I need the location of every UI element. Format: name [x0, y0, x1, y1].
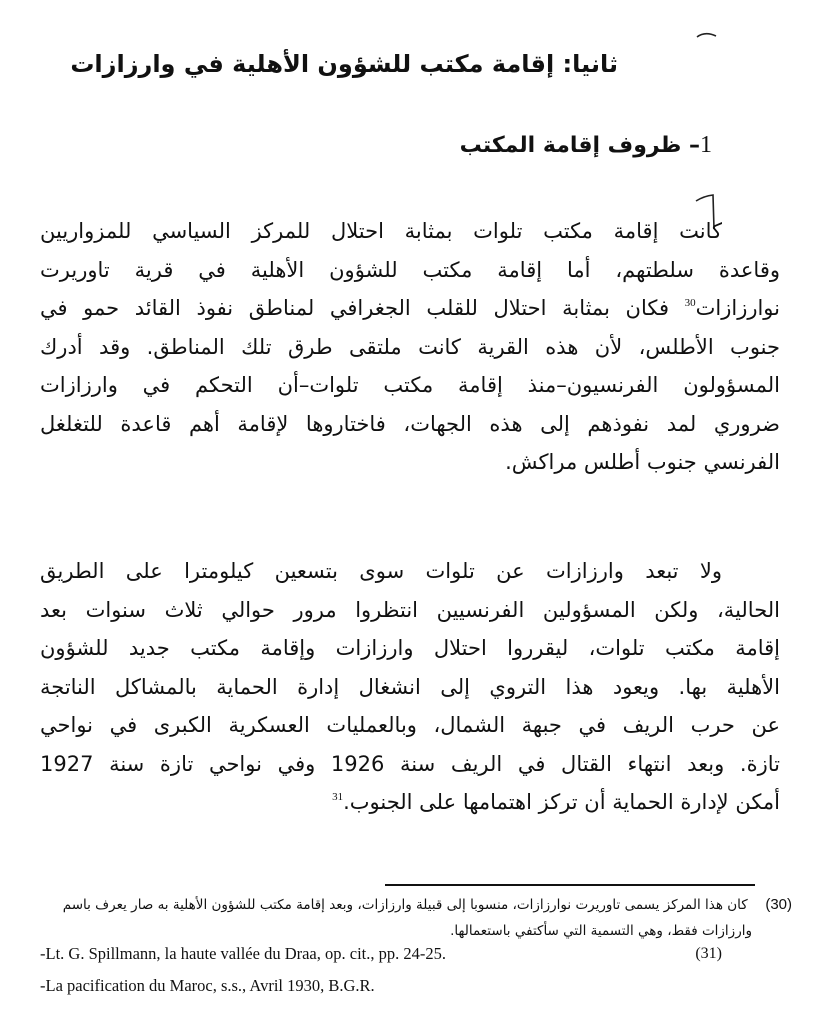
section-dash: – [689, 133, 700, 158]
line-text: أمكن لإدارة الحماية أن تركز اهتمامها على الجنوب. [343, 790, 780, 814]
footnote-31-continued [40, 970, 792, 1002]
paragraph-line: إقامة مكتب تلوات، ليقرروا احتلال وارزازات وإقامة مكتب جديد للشؤون [40, 636, 780, 660]
paragraph-line [40, 783, 780, 822]
paragraph-line: وقاعدة سلطتهم، أما إقامة مكتب للشؤون الأهلية في قرية تاوريرت [40, 257, 780, 282]
footnote-ref-30[interactable]: 30 [684, 297, 696, 309]
paragraph-line: الأهلية بها. ويعود هذا التروي إلى انشغال إدارة الحماية بالمشاكل الناتجة [40, 674, 780, 699]
footnote-30 [40, 892, 792, 944]
footnote-number: (30) [765, 896, 792, 913]
paragraph-line: ولا تبعد وارزازات عن تلوات سوى بتسعين كيلومترا على الطريق [40, 559, 722, 583]
footnote-line [40, 938, 792, 970]
footnote-31 [40, 938, 792, 970]
paragraph-line: الفرنسي جنوب أطلس مراكش. [505, 450, 780, 474]
footnote-line: -La pacification du Maroc, s.s., Avril 1930, B.G.R. [40, 976, 375, 995]
section-heading [312, 132, 712, 159]
paragraph-line: عن حرب الريف في جبهة الشمال، وبالعمليات العسكرية الكبرى في نواحي [40, 713, 780, 737]
paragraph-1 [40, 212, 780, 482]
line-text: فكان بمثابة احتلال للقلب الجغرافي لمناطق نفوذ القائد حمو في [40, 296, 685, 320]
page-title: ثانيا: إقامة مكتب للشؤون الأهلية في وارزازات [70, 50, 618, 78]
paragraph-line: جنوب الأطلس، لأن هذه القرية كانت ملتقى طرق تلك المناطق. وقد أدرك [40, 334, 780, 359]
paragraph-line: ضروري لمد نفوذهم إلى هذه الجهات، فاختاروها لإقامة أهم قاعدة للتغلغل [40, 411, 780, 436]
footnote-text: -Lt. G. Spillmann, la haute vallée du Draa, op. cit., pp. 24-25. [40, 944, 446, 963]
line-text: نوارزازات [695, 296, 780, 320]
paragraph-line: المسؤولون الفرنسيون–منذ إقامة مكتب تلوات–أن التحكم في وارزازات [40, 373, 780, 397]
footnote-text: كان هذا المركز يسمى تاوريرت نوارزازات، منسوبا إلى قبيلة وارزازات، وبعد إقامة مكتب للشؤون الأهلية به صار يعرف باسم [62, 897, 748, 913]
footnote-separator [385, 884, 755, 886]
section-heading-text: ظروف إقامة المكتب [459, 133, 682, 158]
pen-mark-icon [696, 30, 718, 40]
paragraph-2 [40, 552, 780, 822]
section-number: 1 [700, 132, 712, 158]
footnote-ref-31[interactable]: 31 [332, 791, 344, 803]
paragraph-line: تازة. وبعد انتهاء القتال في الريف سنة 1926 وفي نواحي تازة سنة 1927 [40, 751, 780, 776]
footnote-line [40, 892, 792, 918]
footnote-line: وارزازات فقط، وهي التسمية التي سأكتفي باستعمالها. [450, 923, 752, 939]
paragraph-line: كانت إقامة مكتب تلوات بمثابة احتلال للمركز السياسي للمزواريين [40, 219, 722, 243]
footnote-number: (31) [695, 945, 722, 962]
paragraph-line [40, 289, 780, 328]
paragraph-line: الحالية، ولكن المسؤولين الفرنسيين انتظروا مرور حوالي ثلاث سنوات بعد [40, 597, 780, 622]
